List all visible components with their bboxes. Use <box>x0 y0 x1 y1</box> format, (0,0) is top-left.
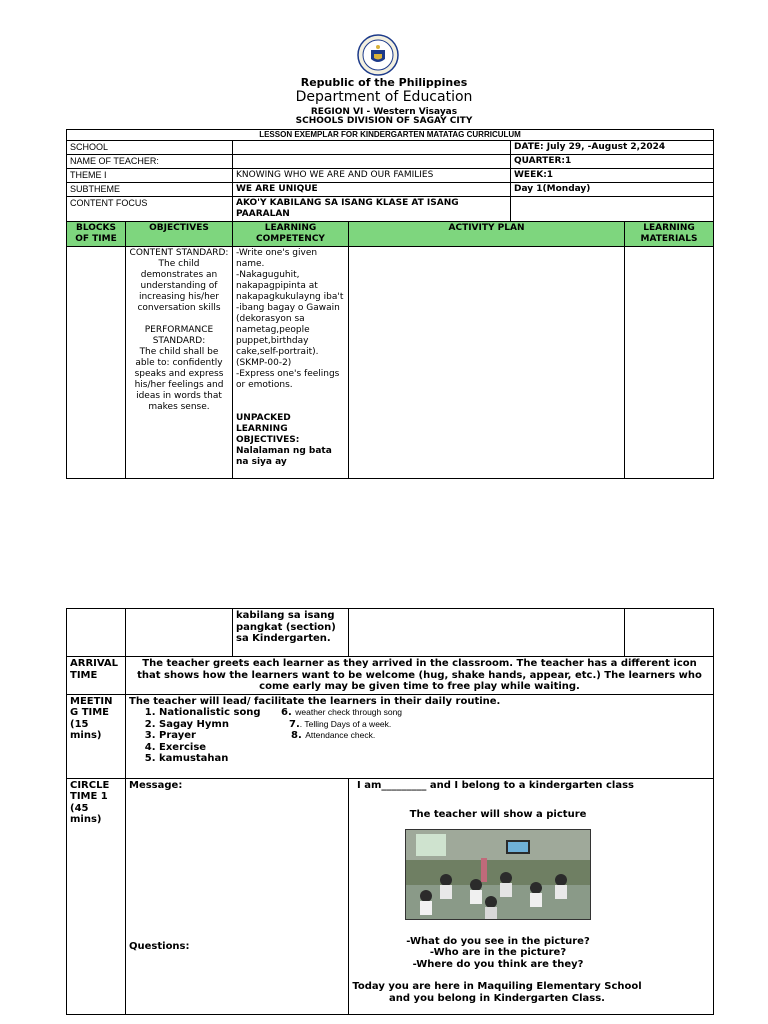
routine-item: 1. Nationalistic song <box>159 707 279 719</box>
unpacked-label: UNPACKED LEARNING OBJECTIVES: <box>236 413 300 445</box>
meeting-cell <box>126 694 714 778</box>
question-3: -Where do you think are they? <box>412 958 584 970</box>
department-heading: Department of Education <box>295 89 473 105</box>
materials-cell-cont <box>625 609 714 657</box>
focus-empty <box>511 197 714 222</box>
unpacked-start: Nalalaman ng bata na siya ay <box>236 446 332 467</box>
arrival-label: ARRIVAL TIME <box>67 657 126 695</box>
quarter-field: QUARTER:1 <box>511 155 714 169</box>
routine-item: 4. Exercise <box>159 742 279 754</box>
blocks-cell-cont <box>67 609 126 657</box>
objectives-cell-cont <box>126 609 233 657</box>
subtheme-value: WE ARE UNIQUE <box>233 183 511 197</box>
col-competency-header: LEARNING COMPETENCY <box>233 222 349 247</box>
routine-extra-num: 7. <box>289 718 300 730</box>
lesson-table-page1 <box>66 129 714 479</box>
region-heading: REGION VI - Western Visayas <box>310 107 458 117</box>
arrival-text: The teacher greets each learner as they arrived in the classroom. The teacher has a different icon that shows how the learners want to be welcome (hug, shake hands, appear, etc.) The learners who come early may be given time to free play while waiting. <box>126 657 714 695</box>
routine-extra-num: 6. <box>281 707 292 718</box>
theme-label: THEME I <box>67 169 233 183</box>
subtheme-label: SUBTHEME <box>67 183 233 197</box>
classroom-photo <box>405 829 591 920</box>
question-2: -Who are in the picture? <box>429 947 567 958</box>
teacher-value <box>233 155 511 169</box>
performance-standard-text: The child shall be able to: confidently speaks and express his/her feelings and ideas in words that makes sense. <box>134 347 224 412</box>
circle-right-cell <box>349 778 714 1014</box>
focus-label: CONTENT FOCUS <box>67 197 233 222</box>
focus-value: AKO'Y KABILANG SA ISANG KLASE AT ISANG PAARALAN <box>233 197 511 222</box>
col-materials-header: LEARNING MATERIALS <box>625 222 714 247</box>
lesson-title: LESSON EXEMPLAR FOR KINDERGARTEN MATATAG CURRICULUM <box>67 130 714 141</box>
message-label: Message: <box>129 779 183 791</box>
routine-extra-text: Attendance check. <box>305 730 376 740</box>
unpacked-cont: kabilang sa isang pangkat (section) sa Kindergarten. <box>233 609 349 657</box>
message-text: I am_________ and I belong to a kindergarten class <box>357 779 635 791</box>
routine-item: 3. Prayer <box>159 730 279 742</box>
school-value <box>233 141 511 155</box>
routine-extra <box>279 707 402 765</box>
meeting-label: MEETIN G TIME (15 mins) <box>67 694 126 778</box>
circle-left-cell <box>126 778 349 1014</box>
blocks-cell-1 <box>67 247 126 479</box>
lesson-table-page2 <box>66 608 714 1015</box>
closing-text: Today you are here in Maquiling Elementary School and you belong in Kindergarten Class. <box>352 981 642 1004</box>
activity-cell-1 <box>349 247 625 479</box>
objectives-cell-1 <box>126 247 233 479</box>
routine-item: 2. Sagay Hymn <box>159 719 279 731</box>
competency-cell-1 <box>233 247 349 479</box>
question-1: -What do you see in the picture? <box>406 935 590 947</box>
routine-list <box>129 707 279 765</box>
questions-label: Questions: <box>129 941 190 952</box>
routine-extra-text: weather check through song <box>295 707 403 717</box>
division-heading: SCHOOLS DIVISION OF SAGAY CITY <box>295 116 473 126</box>
show-picture-text: The teacher will show a picture <box>409 809 587 820</box>
classroom-photo-icon <box>406 830 590 919</box>
competency-1: -Write one's given name. <box>236 248 318 269</box>
deped-seal-icon <box>357 34 399 76</box>
activity-cell-cont <box>349 609 625 657</box>
content-standard-text: The child demonstrates an understanding of increasing his/her conversation skills <box>137 259 221 313</box>
content-standard-label: CONTENT STANDARD: <box>129 248 229 258</box>
competency-3: -Express one's feelings or emotions. <box>236 369 340 390</box>
performance-standard-label: PERFORMANCE STANDARD: <box>144 325 214 346</box>
meeting-intro: The teacher will lead/ facilitate the learners in their daily routine. <box>129 695 501 707</box>
routine-item: 5. kamustahan <box>159 753 279 765</box>
materials-cell-1 <box>625 247 714 479</box>
col-activity-header: ACTIVITY PLAN <box>349 222 625 247</box>
col-blocks-header: BLOCKS OF TIME <box>67 222 126 247</box>
theme-value: KNOWING WHO WE ARE AND OUR FAMILIES <box>233 169 511 183</box>
competency-2: -Nakaguguhit, nakapagpipinta at nakapagkukulayng iba't -ibang bagay o Gawain (dekorasyon sa nametag,people puppet,birthday cake,self-portrait). (SKMP-00-2) <box>236 270 344 368</box>
routine-extra-text: . Telling Days of a week. <box>299 718 392 729</box>
col-objectives-header: OBJECTIVES <box>126 222 233 247</box>
circle-label: CIRCLE TIME 1 (45 mins) <box>67 778 126 1014</box>
day-field: Day 1(Monday) <box>511 183 714 197</box>
republic-heading: Republic of the Philippines <box>300 76 468 89</box>
school-label: SCHOOL <box>67 141 233 155</box>
date-field: DATE: July 29, -August 2,2024 <box>511 141 714 155</box>
teacher-label: NAME OF TEACHER: <box>67 155 233 169</box>
week-field: WEEK:1 <box>511 169 714 183</box>
routine-extra-num: 8. <box>291 730 302 741</box>
